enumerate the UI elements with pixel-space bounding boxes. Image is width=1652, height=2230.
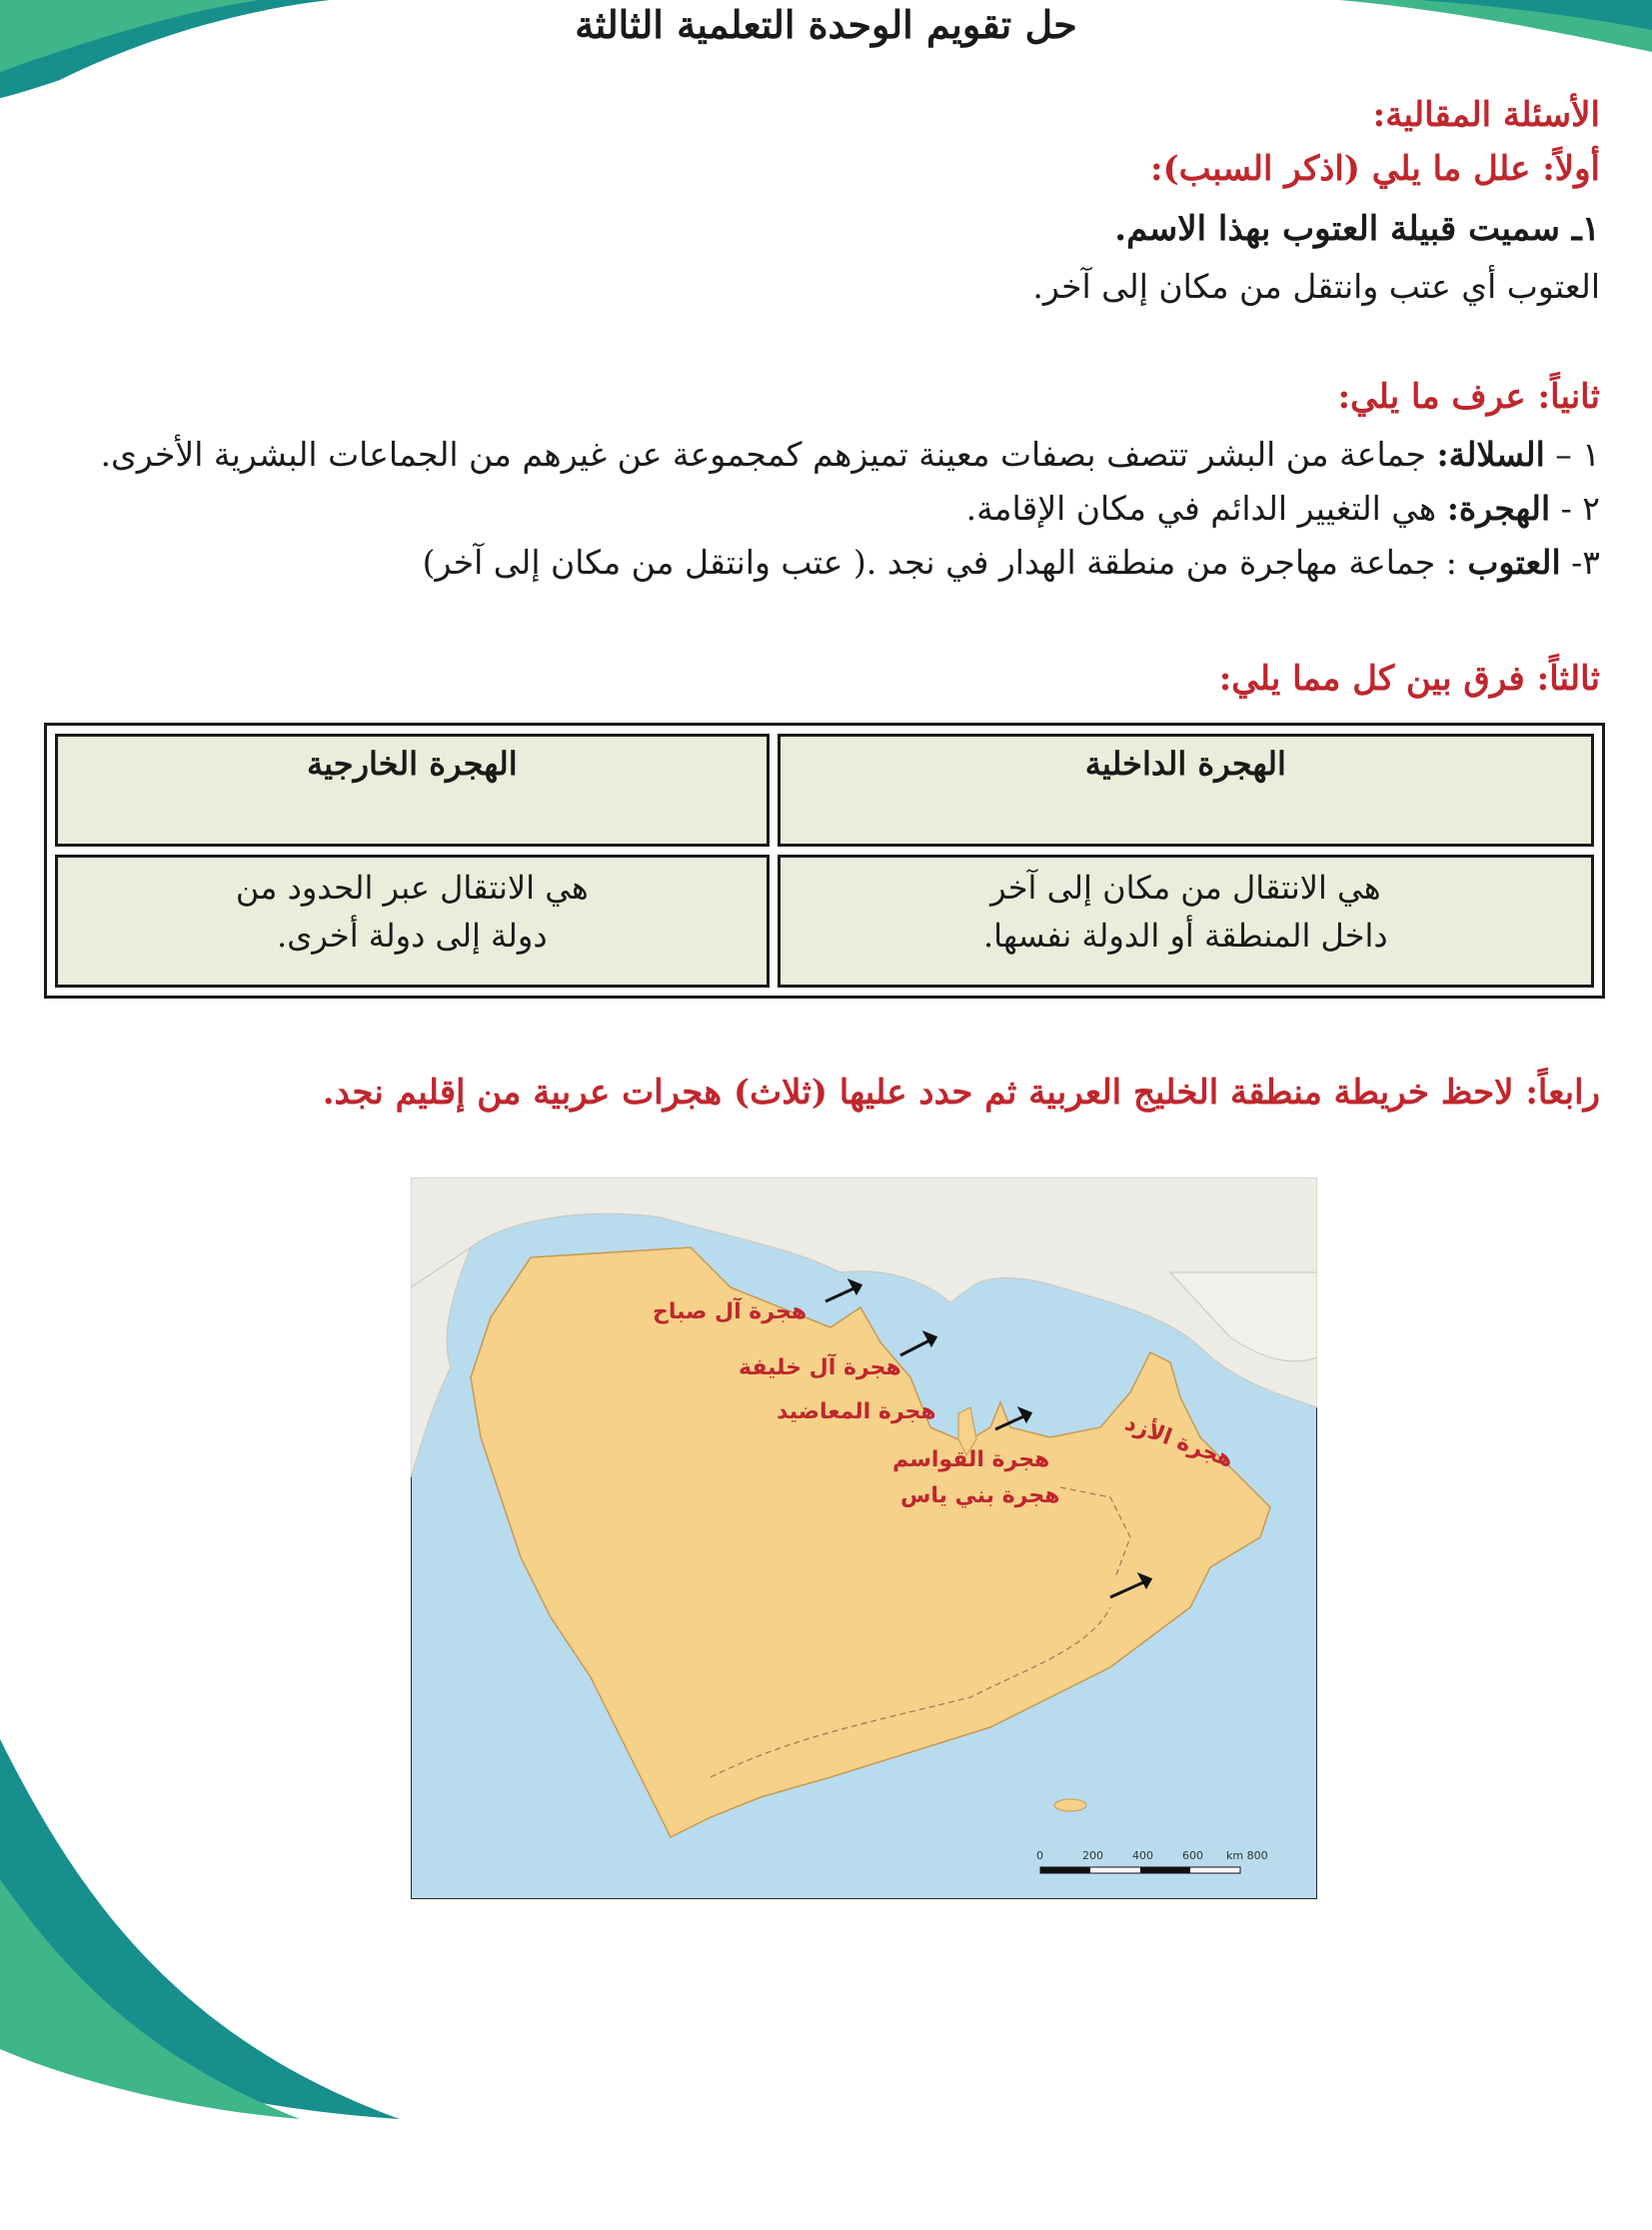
cell-line: دولة إلى دولة أخرى. <box>277 917 548 955</box>
scale-label: 200 <box>1082 1849 1103 1862</box>
gulf-map <box>411 1177 1317 1899</box>
section1-question: ١ـ سميت قبيلة العتوب بهذا الاسم. <box>1114 209 1600 249</box>
map-label-sabah: هجرة آل صباح <box>653 1299 808 1324</box>
definition-item <box>41 484 1600 534</box>
table-row <box>55 855 1594 988</box>
definition-text: هي التغيير الدائم في مكان الإقامة. <box>965 489 1447 528</box>
map-label-maadeed: هجرة المعاضيد <box>777 1399 936 1424</box>
header-internal-migration: الهجرة الداخلية <box>778 734 1594 847</box>
definition-text: : جماعة مهاجرة من منطقة الهدار في نجد .( عتب وانتقل من مكان إلى آخر) <box>422 543 1468 582</box>
scale-label: 400 <box>1132 1849 1153 1862</box>
header-external-migration: الهجرة الخارجية <box>55 734 770 847</box>
definition-num: ٣- <box>1560 543 1600 582</box>
cell-internal-migration <box>778 855 1594 988</box>
essay-heading: الأسئلة المقالية: <box>1372 95 1600 135</box>
definition-text: جماعة من البشر تتصف بصفات معينة تميزهم كمجموعة عن غيرهم من الجماعات البشرية الأخرى. <box>100 435 1437 474</box>
table-header-row <box>55 734 1594 847</box>
cell-line: هي الانتقال من مكان إلى آخر <box>990 869 1381 907</box>
comparison-table <box>44 723 1605 999</box>
map-graphic <box>411 1177 1317 1899</box>
definition-num: ١ – <box>1544 435 1600 474</box>
scale-label: 600 <box>1182 1849 1203 1862</box>
cell-line: هي الانتقال عبر الحدود من <box>235 869 589 907</box>
cell-line: داخل المنطقة أو الدولة نفسها. <box>982 917 1388 955</box>
scale-label: 0 <box>1036 1849 1043 1862</box>
section1-heading: أولاً: علل ما يلي (اذكر السبب): <box>1150 149 1600 189</box>
map-label-qawasim: هجرة القواسم <box>892 1447 1050 1472</box>
section1-answer: العتوب أي عتب وانتقل من مكان إلى آخر. <box>1032 267 1600 306</box>
definition-term: العتوب <box>1467 543 1561 582</box>
definition-term: الهجرة: <box>1446 489 1551 528</box>
definition-num: ٢ - <box>1550 489 1600 528</box>
section4-heading: رابعاً: لاحظ خريطة منطقة الخليج العربية ثم حدد عليها (ثلاث) هجرات عربية من إقليم نجد. <box>322 1073 1600 1113</box>
cell-external-migration <box>55 855 770 988</box>
definition-item <box>41 538 1600 588</box>
map-label-khalifa: هجرة آل خليفة <box>739 1355 901 1380</box>
map-scale-bar <box>1038 1863 1250 1879</box>
map-label-azd: هجرة الأزد <box>1121 1410 1237 1473</box>
map-label-baniyas: هجرة بني ياس <box>900 1483 1060 1508</box>
section3-heading: ثالثاً: فرق بين كل مما يلي: <box>1218 659 1600 699</box>
definition-item <box>41 430 1600 480</box>
scale-label: 800 km <box>1226 1849 1268 1862</box>
section2-heading: ثانياً: عرف ما يلي: <box>1337 377 1600 417</box>
definition-term: السلالة: <box>1436 435 1545 474</box>
page-title: حل تقويم الوحدة التعلمية الثالثة <box>575 2 1077 47</box>
